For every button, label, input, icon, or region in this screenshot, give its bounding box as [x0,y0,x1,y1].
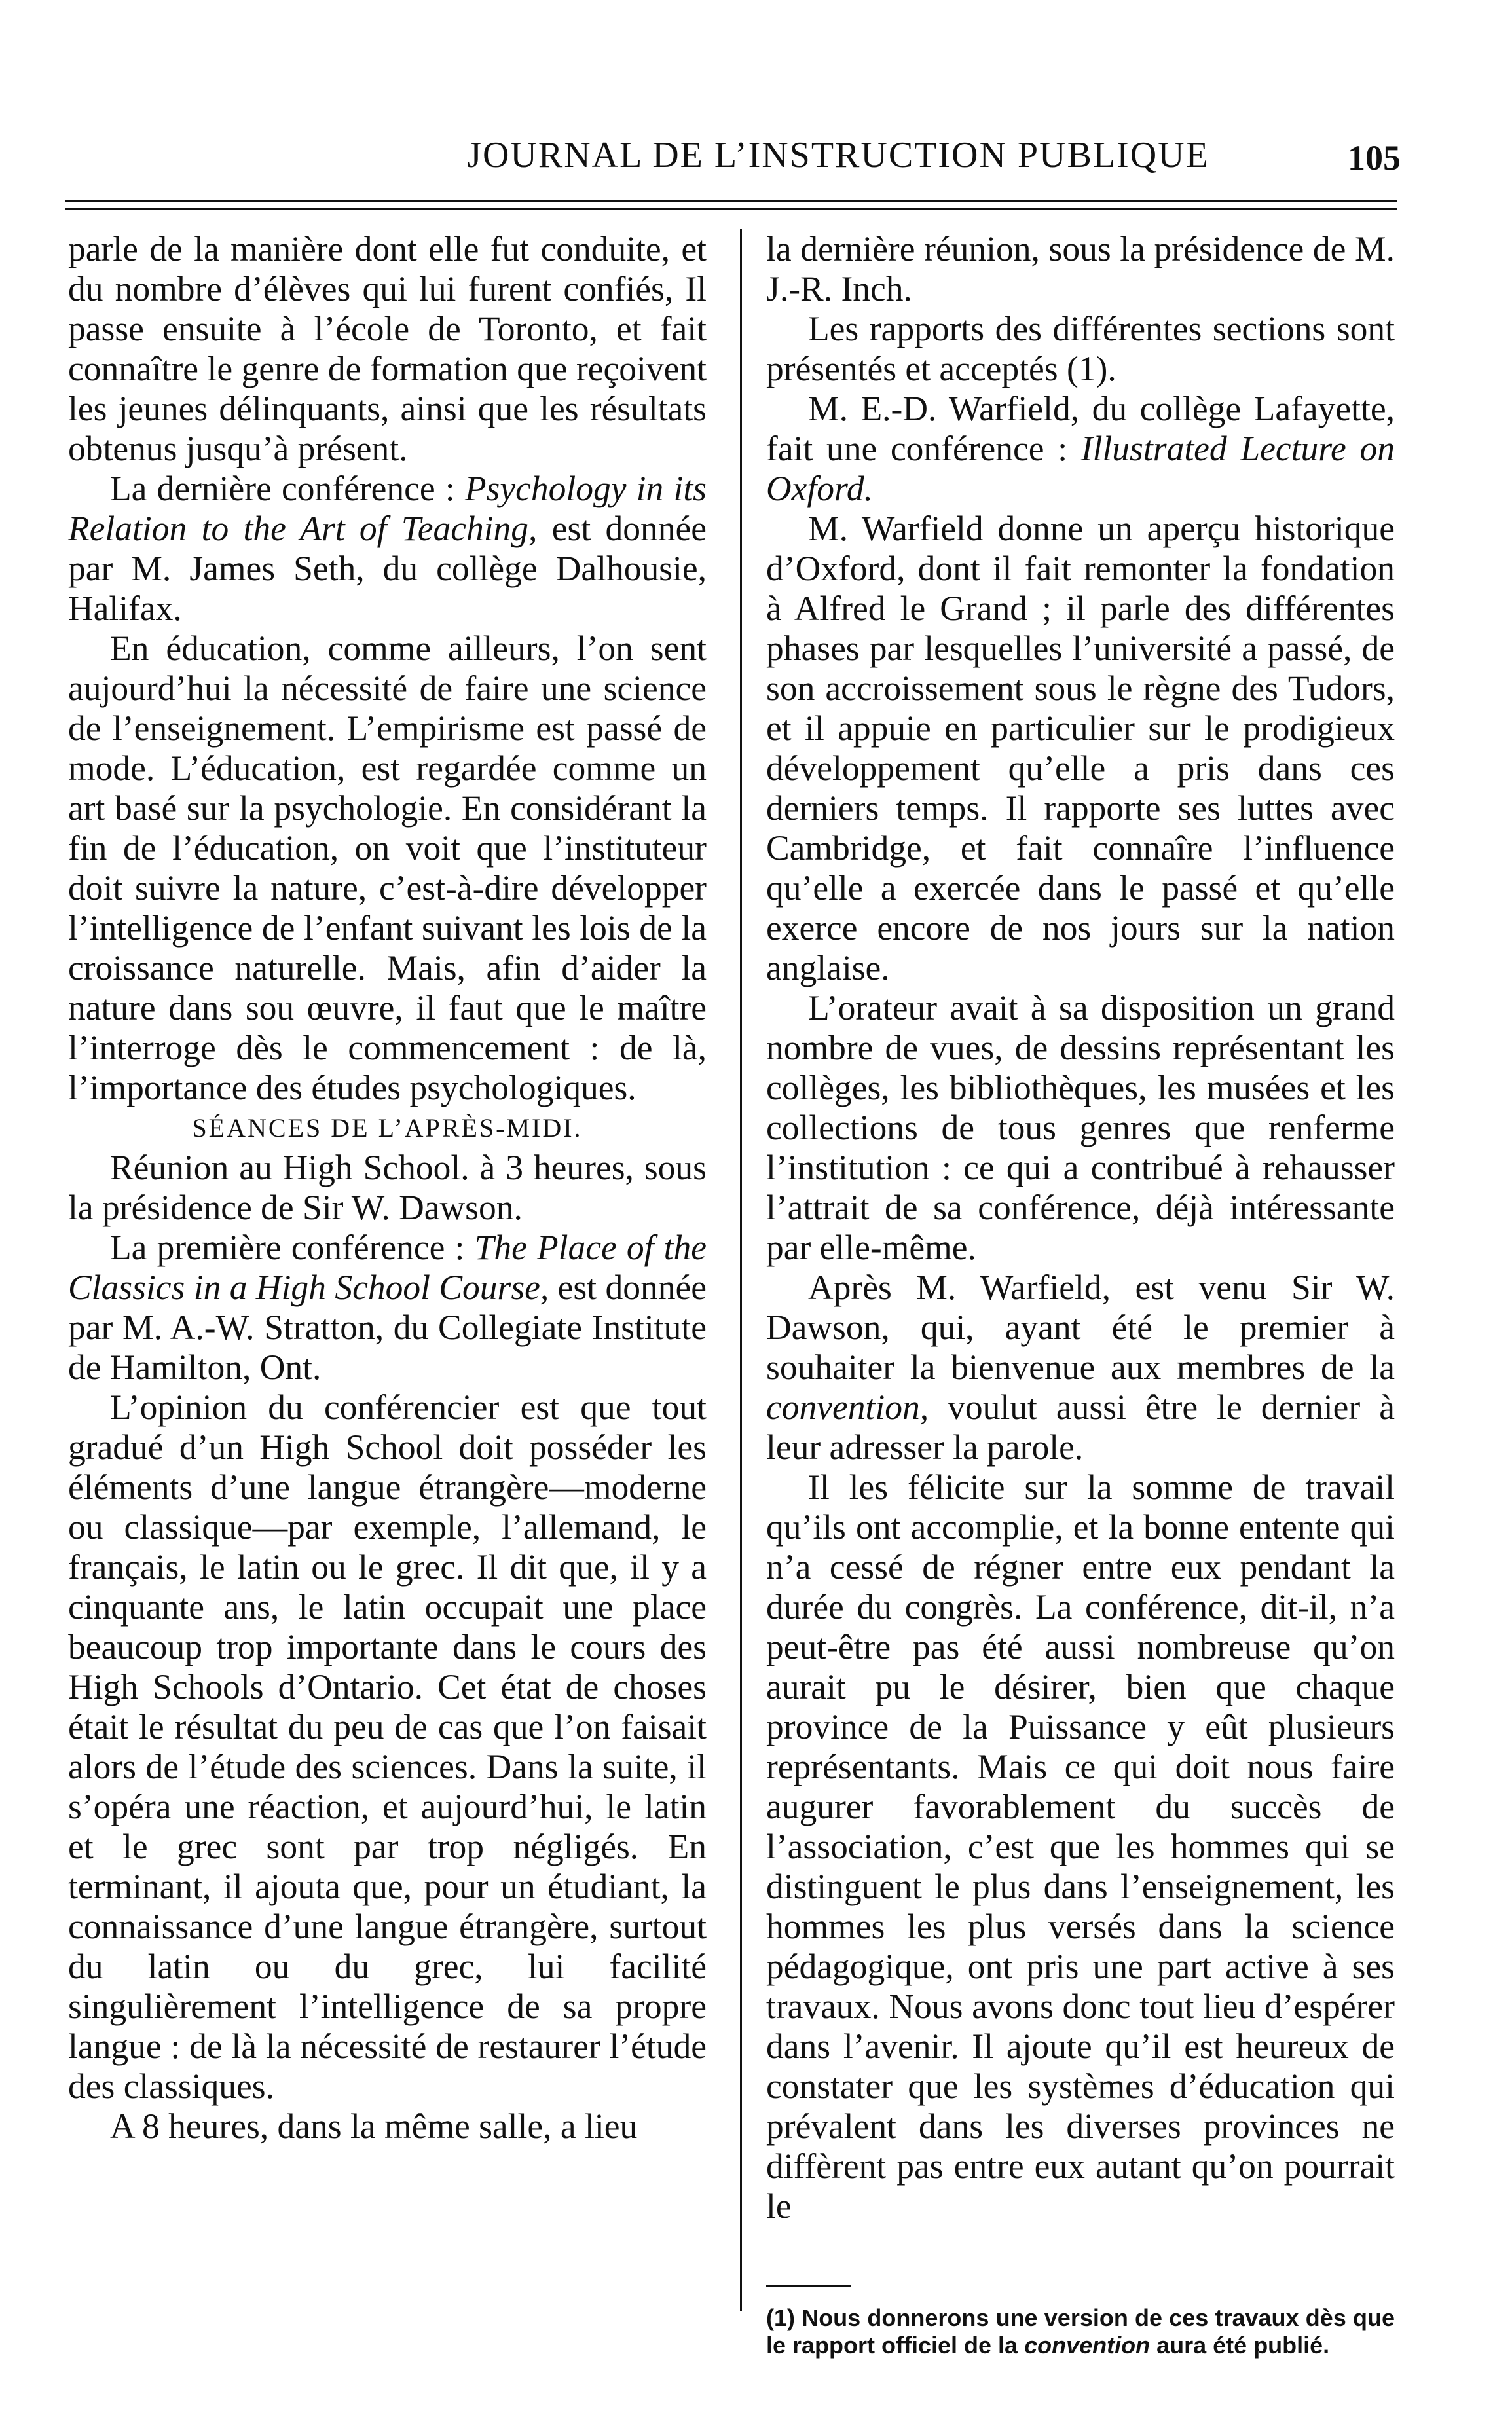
footnote-end: aura été publié. [1150,2332,1330,2359]
footnote-rule [766,2285,851,2287]
left-paragraph-1: parle de la manière dont elle fut conduite, et du nombre d’élèves qui lui furent confiés, Il passe ensuite à l’école de Toronto, et fait connaître le genre de formation que reçoivent les jeunes délinquants, ainsi que les résultats obtenus jusqu’à présent. [68,229,707,468]
left-paragraph-7: A 8 heures, dans la même salle, a lieu [110,2107,638,2146]
running-title: JOURNAL DE L’INSTRUCTION PUBLIQUE [467,135,1209,175]
left-paragraph-2-end: est donnée par M. James Seth, du collège Dalhousie, Halifax. [68,509,707,628]
footnote [766,2304,1395,2359]
left-column [68,229,707,2146]
right-paragraph-6-end: voulut aussi être le dernier à leur adresser la parole. [766,1388,1395,1467]
right-paragraph-6-title: convention, [766,1388,929,1427]
column-divider [740,229,742,2311]
footnote-title: convention [1024,2332,1151,2359]
header-rule-thin [65,208,1397,210]
page-number: 105 [1348,138,1401,177]
left-paragraph-2-title: Psychology in its Relation to the Art of Teaching, [68,469,707,548]
right-paragraph-5: L’orateur avait à sa disposition un grand nombre de vues, de dessins représentant les collèges, les bibliothèques, les musées et les collections de tous genres que renferme l’institution : ce qui a contribué à rehausser l’attrait de sa conférence, déjà intéressante par elle-même. [766,988,1395,1267]
right-column [766,229,1395,2359]
left-paragraph-5 [68,1228,707,1388]
left-paragraph-2-start: La dernière conférence : [110,469,465,508]
left-paragraph-6: L’opinion du conférencier est que tout gradué d’un High School doit posséder les éléments d’une langue étrangère—moderne ou classique—par exemple, l’allemand, le français, le latin ou le grec. Il dit que, il y a cinquante ans, le latin occupait une place beaucoup trop importante dans le cours des High Schools d’Ontario. Cet état de choses était le résultat du peu de cas que l’on faisait alors de l’étude des sciences. Dans la suite, il s’opéra une réaction, et aujourd’hui, le latin et le grec sont par trop négligés. En terminant, il ajouta que, pour un étudiant, la connaissance d’une langue étrangère, surtout du latin ou du grec, lui facilité singulièrement l’intelligence de sa propre langue : de là la nécessité de restaurer l’étude des classiques. [68,1388,707,2106]
left-paragraph-5-start: La première conférence : [110,1228,475,1267]
right-paragraph-6 [766,1268,1395,1467]
right-paragraph-3-title: Illustrated Lecture on Oxford. [766,429,1395,508]
section-heading: SÉANCES DE L’APRÈS-MIDI. [192,1113,583,1143]
header-rule-thick [65,200,1397,202]
left-paragraph-3: En éducation, comme ailleurs, l’on sent aujourd’hui la nécessité de faire une science de l’enseignement. L’empirisme est passé de mode. L’éducation, est regardée comme un art basé sur la psychologie. En considérant la fin de l’éducation, on voit que l’instituteur doit suivre la nature, c’est-à-dire développer l’intelligence de l’enfant suivant les lois de la croissance naturelle. Mais, afin d’aider la nature dans sou œuvre, il faut que le maître l’interroge dès le commencement : de là, l’importance des études psychologiques. [68,629,707,1107]
right-paragraph-4: M. Warfield donne un aperçu historique d’Oxford, dont il fait remonter la fondation à Alfred le Grand ; il parle des différentes phases par lesquelles l’université a passé, de son accroissement sous le règne des Tudors, et il appuie en particulier sur le prodigieux développement qu’elle a pris dans ces derniers temps. Il rapporte ses luttes avec Cambridge, et fait connaîre l’influence qu’elle a exercée dans le passé et qu’elle exerce encore de nos jours sur la nation anglaise. [766,509,1395,987]
left-paragraph-5-title: The Place of the Classics in a High School Course, [68,1228,707,1307]
right-paragraph-1: la dernière réunion, sous la présidence de M. J.-R. Inch. [766,229,1395,308]
left-paragraph-5-end: est donnée par M. A.-W. Stratton, du Collegiate Institute de Hamilton, Ont. [68,1268,707,1387]
right-paragraph-3 [766,389,1395,509]
footnote-start: (1) Nous donnerons une version de ces travaux dès que le rapport officiel de la [766,2304,1395,2359]
left-paragraph-2 [68,469,707,629]
right-paragraph-7: Il les félicite sur la somme de travail qu’ils ont accomplie, et la bonne entente qui n’a cessé de régner entre eux pendant la durée du congrès. La conférence, dit-il, n’a peut-être pas été aussi nombreuse qu’on aurait pu le désirer, bien que chaque province de la Puissance y eût plusieurs représentants. Mais ce qui doit nous faire augurer favorablement du succès de l’association, c’est que les hommes qui se distinguent le plus dans l’enseignement, les hommes les plus versés dans la science pédagogique, ont pris une part active à ses travaux. Nous avons donc tout lieu d’espérer dans l’avenir. Il ajoute qu’il est heureux de constater que les systèmes d’éducation qui prévalent dans les diverses provinces ne diffèrent pas entre eux autant qu’on pourrait le [766,1467,1395,2226]
right-paragraph-6-start: Après M. Warfield, est venu Sir W. Dawson, qui, ayant été le premier à souhaiter la bienvenue aux membres de la [766,1268,1395,1387]
left-paragraph-4: Réunion au High School. à 3 heures, sous la présidence de Sir W. Dawson. [68,1148,707,1227]
right-paragraph-3-start: M. E.-D. Warfield, du collège Lafayette, fait une conférence : [766,389,1395,468]
right-paragraph-2: Les rapports des différentes sections sont présentés et acceptés (1). [766,309,1395,388]
